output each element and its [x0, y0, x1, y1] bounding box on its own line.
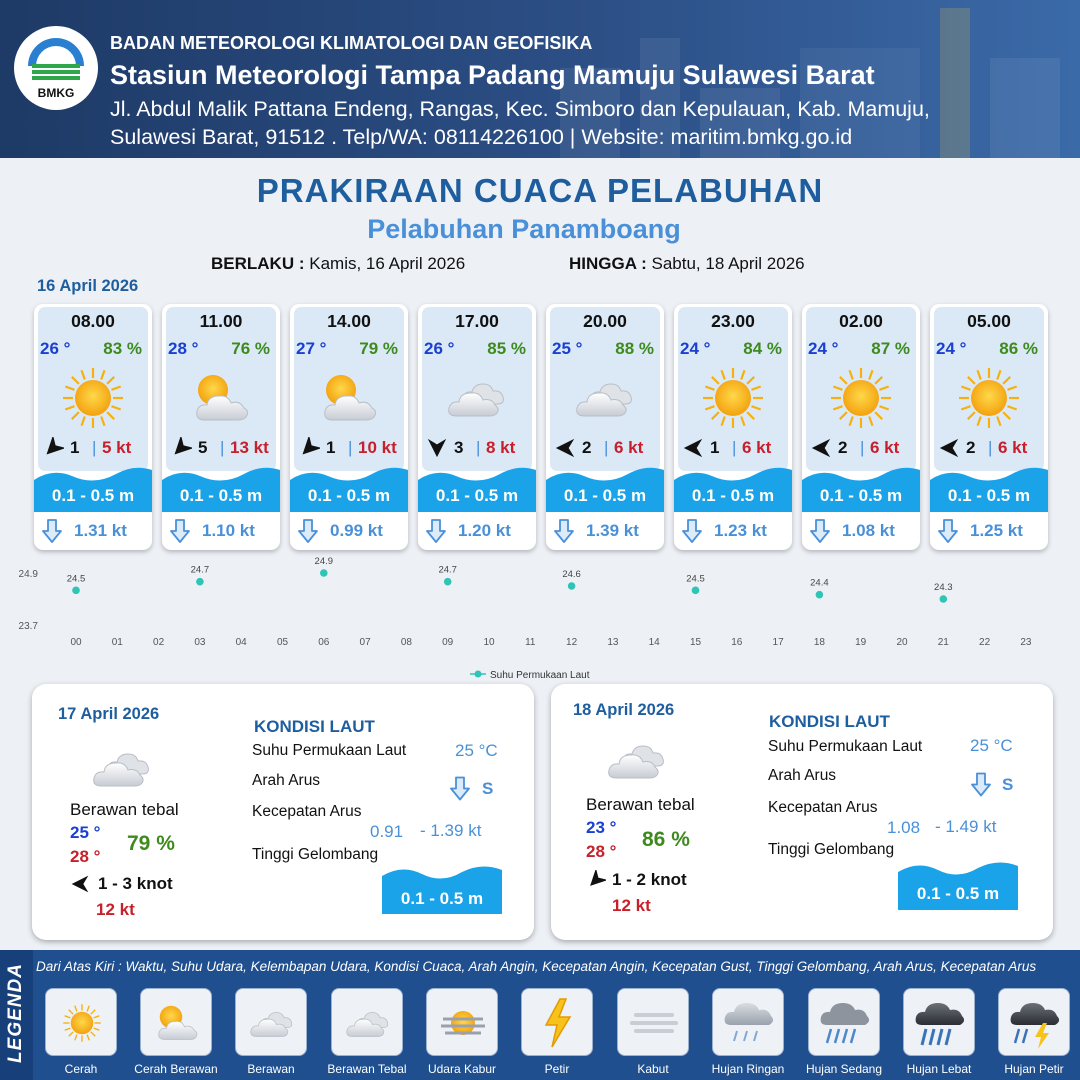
day3-wind: 1 - 2 knot	[612, 870, 687, 889]
day3-arus-label: Arah Arus	[768, 767, 837, 784]
day2-wind: 1 - 3 knot	[98, 874, 173, 893]
y-tick-label: 24.9	[18, 569, 38, 580]
wind-speed: 3	[454, 438, 464, 457]
current-arrow-icon	[42, 519, 62, 543]
separator: |	[860, 438, 865, 457]
org-name: BADAN METEOROLOGI KLIMATOLOGI DAN GEOFISIKA	[110, 33, 593, 53]
wind-speed: 2	[582, 438, 592, 457]
separator: |	[988, 438, 993, 457]
sun-cloud-icon	[317, 366, 381, 430]
current-speed: 1.23 kt	[714, 521, 767, 540]
x-tick-label: 21	[937, 637, 949, 648]
day2-kondisi-title: KONDISI LAUT	[254, 717, 375, 736]
legend-item	[235, 988, 307, 1056]
legend-item	[617, 988, 689, 1056]
arrow-west-icon	[682, 437, 704, 459]
sun-icon	[957, 366, 1021, 430]
forecast-humidity: 83 %	[103, 339, 142, 358]
valid-from-date: Kamis, 16 April 2026	[309, 254, 466, 273]
wind-direction-icon	[586, 870, 606, 890]
current-arrow-icon	[170, 519, 190, 543]
forecast-time: 20.00	[583, 311, 627, 331]
x-tick-label: 03	[194, 637, 206, 648]
wind-speed: 2	[838, 438, 848, 457]
cerah-berawan-icon	[149, 995, 205, 1051]
wave-height: 0.1 - 0.5 m	[179, 486, 263, 505]
data-point	[196, 578, 204, 586]
day2-gust: 12 kt	[96, 900, 135, 919]
arrow-west-icon	[554, 437, 576, 459]
current-arrow-icon	[426, 519, 446, 543]
legend-item	[45, 988, 117, 1056]
legend-item	[903, 988, 975, 1056]
legend-item-label: Hujan Lebat	[906, 1062, 972, 1076]
forecast-humidity: 85 %	[487, 339, 526, 358]
data-point	[320, 569, 328, 577]
cloud-icon	[573, 366, 637, 430]
forecast-humidity: 88 %	[615, 339, 654, 358]
legend-item	[998, 988, 1070, 1056]
forecast-card	[290, 304, 408, 550]
day1-date: 16 April 2026	[37, 277, 139, 295]
wave-height: 0.1 - 0.5 m	[563, 486, 647, 505]
hujan-petir-icon	[1007, 995, 1063, 1051]
current-speed: 1.20 kt	[458, 521, 511, 540]
current-speed: 1.10 kt	[202, 521, 255, 540]
bmkg-emblem-icon	[14, 26, 98, 86]
separator: |	[604, 438, 609, 457]
legend-side	[0, 950, 33, 1080]
forecast-time: 11.00	[199, 311, 243, 331]
x-tick-label: 04	[235, 637, 247, 648]
x-tick-label: 11	[525, 637, 536, 648]
data-point	[940, 595, 948, 603]
legend-item-label: Berawan	[247, 1062, 295, 1076]
current-speed: 1.39 kt	[586, 521, 639, 540]
current-arrow-icon	[554, 519, 574, 543]
forecast-temp: 24 °	[680, 339, 711, 358]
legend-item-label: Hujan Ringan	[711, 1062, 785, 1076]
forecast-time: 14.00	[327, 311, 371, 331]
current-speed: 1.25 kt	[970, 521, 1023, 540]
kabut-icon	[626, 995, 682, 1051]
x-tick-label: 14	[648, 637, 660, 648]
forecast-time: 05.00	[967, 311, 1011, 331]
day2-condition: Berawan tebal	[70, 800, 179, 819]
forecast-card	[418, 304, 536, 550]
legend-item-label: Hujan Sedang	[805, 1062, 883, 1076]
x-tick-label: 15	[689, 637, 702, 648]
legend-item	[521, 988, 593, 1056]
sun-icon	[829, 366, 893, 430]
x-tick-label: 17	[772, 637, 784, 648]
day2-arus-label: Arah Arus	[252, 772, 321, 789]
legend-item-label: Berawan Tebal	[327, 1062, 407, 1076]
wind-speed: 1	[70, 438, 80, 457]
day2-temp-max: 28 °	[70, 847, 101, 866]
forecast-temp: 26 °	[424, 339, 455, 358]
day3-sst: 25 °C	[970, 736, 1013, 755]
day3-temp-min: 23 °	[586, 818, 617, 837]
x-tick-label: 10	[483, 637, 495, 648]
day3-gust: 12 kt	[612, 896, 651, 915]
gust-speed: 6 kt	[614, 438, 644, 457]
wave-height: 0.1 - 0.5 m	[691, 486, 775, 505]
arrow-southwest-icon	[170, 437, 192, 459]
legend-item	[808, 988, 880, 1056]
legend-item-label: Udara Kabur	[427, 1062, 497, 1076]
day2-panel	[32, 684, 534, 940]
forecast-card	[546, 304, 664, 550]
current-arrow-icon	[938, 519, 958, 543]
forecast-humidity: 79 %	[359, 339, 398, 358]
gust-speed: 6 kt	[998, 438, 1028, 457]
data-label: 24.7	[190, 564, 210, 576]
page-title: PRAKIRAAN CUACA PELABUHAN	[256, 172, 824, 209]
day3-kec-min: 1.08	[887, 818, 921, 837]
day3-arus-dir: S	[1002, 775, 1014, 794]
wind-speed: 5	[198, 438, 208, 457]
forecast-time: 23.00	[711, 311, 755, 331]
forecast-time: 02.00	[839, 311, 883, 331]
day3-date: 18 April 2026	[573, 701, 675, 719]
forecast-card	[802, 304, 920, 550]
address-line-2: Sulawesi Barat, 91512 . Telp/WA: 08114226100 | Website: maritim.bmkg.go.id	[110, 125, 853, 149]
data-label: 24.5	[686, 573, 705, 585]
legend-item-label: Cerah	[64, 1062, 98, 1076]
logo-text: BMKG	[37, 86, 75, 100]
day2-humidity: 79 %	[127, 832, 175, 855]
arrow-southwest-icon	[298, 437, 320, 459]
sst-chart	[0, 555, 1080, 685]
separator: |	[220, 438, 225, 457]
data-point	[444, 578, 452, 586]
separator: |	[348, 438, 353, 457]
separator: |	[476, 438, 481, 457]
legend-item	[140, 988, 212, 1056]
cloud-icon	[90, 736, 154, 800]
x-tick-label: 05	[276, 637, 289, 648]
valid-from-label: BERLAKU :	[211, 254, 305, 273]
legend-label: Suhu Permukaan Laut	[490, 670, 590, 681]
station-name: Stasiun Meteorologi Tampa Padang Mamuju Sulawesi Barat	[110, 60, 875, 90]
legend-item	[426, 988, 498, 1056]
legend-title: LEGENDA	[5, 963, 26, 1063]
legend-item	[712, 988, 784, 1056]
gust-speed: 10 kt	[358, 438, 397, 457]
wind-direction-icon	[70, 874, 90, 894]
current-arrow-icon	[450, 776, 470, 801]
wave-height: 0.1 - 0.5 m	[307, 486, 391, 505]
sun-cloud-icon	[189, 366, 253, 430]
sun-icon	[701, 366, 765, 430]
udara-kabur-icon	[435, 995, 491, 1051]
arrow-southwest-icon	[42, 437, 64, 459]
forecast-card	[674, 304, 792, 550]
address-line-1: Jl. Abdul Malik Pattana Endeng, Rangas, Kec. Simboro dan Kepulauan, Kab. Mamuju,	[110, 97, 930, 121]
data-label: 24.5	[66, 573, 86, 585]
x-tick-label: 23	[1020, 637, 1032, 648]
day3-kec-label: Kecepatan Arus	[768, 799, 878, 816]
forecast-humidity: 87 %	[871, 339, 910, 358]
current-speed: 0.99 kt	[330, 521, 383, 540]
current-speed: 1.08 kt	[842, 521, 895, 540]
hujan-sedang-icon	[817, 995, 873, 1051]
current-arrow-icon	[810, 519, 830, 543]
legend-item-label: Hujan Petir	[1004, 1062, 1064, 1076]
day3-humidity: 86 %	[642, 828, 690, 851]
wave-height: 0.1 - 0.5 m	[819, 486, 903, 505]
data-point	[568, 582, 576, 590]
data-label: 24.9	[314, 556, 334, 567]
current-speed: 1.31 kt	[74, 521, 127, 540]
legend-item	[331, 988, 403, 1056]
x-tick-label: 06	[318, 637, 330, 648]
x-tick-label: 12	[566, 637, 578, 648]
day3-wave: 0.1 - 0.5 m	[916, 884, 1000, 903]
forecast-temp: 25 °	[552, 339, 583, 358]
day2-temp-min: 25 °	[70, 823, 101, 842]
current-arrow-icon	[971, 772, 991, 797]
day3-sst-label: Suhu Permukaan Laut	[768, 738, 923, 755]
forecast-temp: 28 °	[168, 339, 199, 358]
legend-marker	[475, 671, 482, 678]
day2-kec-min: 0.91	[370, 822, 404, 841]
valid-to-date: Sabtu, 18 April 2026	[651, 254, 805, 273]
berawan-tebal-icon	[340, 995, 396, 1051]
bmkg-logo	[14, 26, 98, 110]
current-arrow-icon	[682, 519, 702, 543]
x-tick-label: 07	[359, 637, 371, 648]
x-tick-label: 09	[442, 637, 454, 648]
forecast-humidity: 76 %	[231, 339, 270, 358]
data-label: 24.6	[562, 569, 581, 580]
x-tick-label: 13	[607, 637, 619, 648]
gust-speed: 13 kt	[230, 438, 269, 457]
forecast-temp: 27 °	[296, 339, 327, 358]
x-tick-label: 01	[111, 637, 123, 648]
x-tick-label: 08	[400, 637, 412, 648]
valid-to-label: HINGGA :	[569, 254, 647, 273]
x-tick-label: 19	[855, 637, 867, 648]
day2-kec-range: - 1.39 kt	[420, 821, 482, 840]
forecast-card	[34, 304, 152, 550]
day3-panel	[551, 684, 1053, 940]
data-point	[692, 587, 700, 595]
forecast-card	[930, 304, 1048, 550]
forecast-humidity: 84 %	[743, 339, 782, 358]
day2-date: 17 April 2026	[58, 705, 160, 723]
day2-sst: 25 °C	[455, 741, 498, 760]
wave-height: 0.1 - 0.5 m	[435, 486, 519, 505]
forecast-humidity: 86 %	[999, 339, 1038, 358]
data-point	[72, 587, 80, 595]
gust-speed: 6 kt	[742, 438, 772, 457]
legend-item-label: Kabut	[637, 1062, 669, 1076]
arrow-south-icon	[426, 437, 448, 459]
data-label: 24.4	[810, 577, 829, 589]
cloud-icon	[605, 728, 669, 792]
wave-height: 0.1 - 0.5 m	[51, 486, 135, 505]
cerah-icon	[54, 995, 110, 1051]
y-tick-label: 23.7	[18, 621, 38, 632]
gust-speed: 6 kt	[870, 438, 900, 457]
x-tick-label: 02	[153, 637, 165, 648]
arrow-west-icon	[810, 437, 832, 459]
day2-kec-label: Kecepatan Arus	[252, 803, 362, 820]
sun-icon	[61, 366, 125, 430]
separator: |	[732, 438, 737, 457]
day3-temp-max: 28 °	[586, 842, 617, 861]
day2-wave: 0.1 - 0.5 m	[400, 889, 484, 908]
day3-kec-range: - 1.49 kt	[935, 817, 997, 836]
day3-kondisi-title: KONDISI LAUT	[769, 712, 890, 731]
arrow-west-icon	[938, 437, 960, 459]
day3-condition: Berawan tebal	[586, 795, 695, 814]
x-tick-label: 20	[896, 637, 908, 648]
day3-wave-label: Tinggi Gelombang	[768, 841, 895, 858]
wind-speed: 1	[710, 438, 720, 457]
hujan-lebat-icon	[912, 995, 968, 1051]
valid-to	[569, 254, 805, 274]
forecast-time: 08.00	[71, 311, 115, 331]
day2-arus-dir: S	[482, 779, 494, 798]
x-tick-label: 18	[813, 637, 825, 648]
data-label: 24.3	[934, 582, 953, 593]
forecast-temp: 24 °	[936, 339, 967, 358]
data-point	[816, 591, 824, 599]
hujan-ringan-icon	[721, 995, 777, 1051]
wave-height: 0.1 - 0.5 m	[947, 486, 1031, 505]
wind-speed: 2	[966, 438, 976, 457]
cloud-icon	[445, 366, 509, 430]
day2-sst-label: Suhu Permukaan Laut	[252, 742, 407, 759]
berawan-icon	[244, 995, 300, 1051]
legend-item-label: Petir	[544, 1062, 570, 1076]
forecast-temp: 26 °	[40, 339, 71, 358]
legend-item-label: Cerah Berawan	[134, 1062, 218, 1076]
header-banner	[0, 0, 1080, 158]
gust-speed: 8 kt	[486, 438, 516, 457]
day2-wave-label: Tinggi Gelombang	[252, 846, 379, 863]
forecast-time: 17.00	[455, 311, 499, 331]
separator: |	[92, 438, 97, 457]
petir-icon	[530, 995, 586, 1051]
port-name: Pelabuhan Panamboang	[367, 214, 681, 244]
x-tick-label: 00	[70, 637, 82, 648]
x-tick-label: 22	[979, 637, 991, 648]
x-tick-label: 16	[731, 637, 743, 648]
forecast-card	[162, 304, 280, 550]
gust-speed: 5 kt	[102, 438, 132, 457]
data-label: 24.7	[438, 564, 457, 576]
current-arrow-icon	[298, 519, 318, 543]
valid-from	[211, 254, 465, 274]
forecast-temp: 24 °	[808, 339, 839, 358]
wind-speed: 1	[326, 438, 336, 457]
legend-description: Dari Atas Kiri : Waktu, Suhu Udara, Kelembapan Udara, Kondisi Cuaca, Arah Angin, Kecepatan Angin, Kecepatan Gust, Tinggi Gelombang, Arah Arus, Kecepatan Arus	[36, 959, 1037, 974]
